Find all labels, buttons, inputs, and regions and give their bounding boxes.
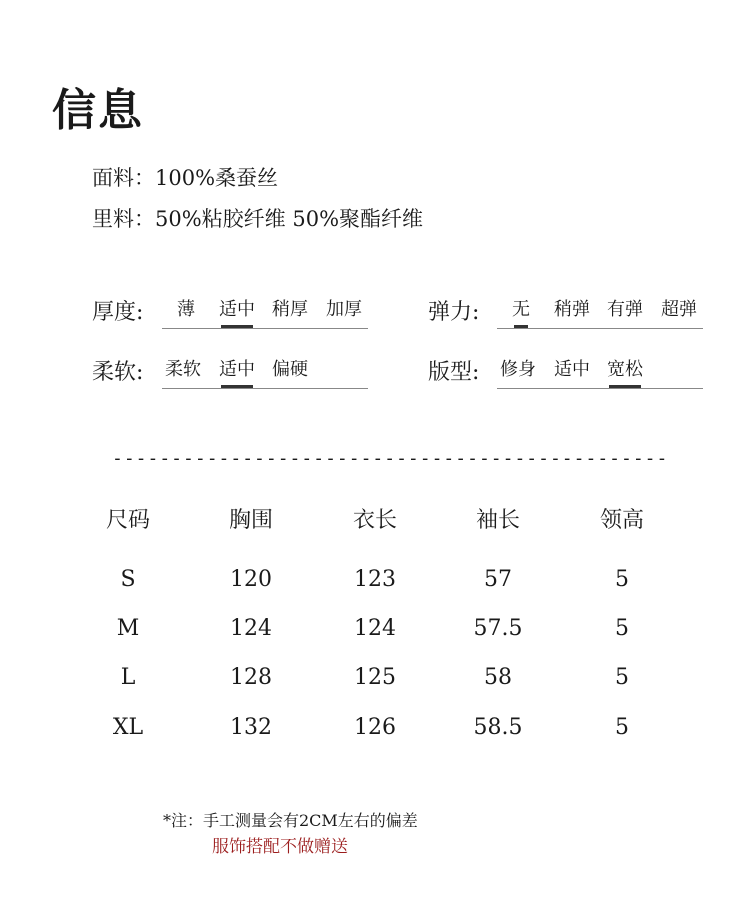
table-cell: 128 [230, 665, 272, 690]
softness-label: 柔软: [92, 360, 144, 385]
size-table-header-length: 衣长 [352, 508, 397, 533]
softness-options [162, 356, 368, 389]
lining-fabric-info: 里料：50%粘胶纤维 50%聚酯纤维 [92, 207, 424, 231]
table-cell: 5 [615, 567, 629, 592]
thickness-option-thin: 薄 [177, 299, 195, 320]
table-cell: 120 [230, 567, 272, 592]
size-table-header-collar: 领高 [599, 508, 644, 533]
elasticity-option-none: 无 [512, 296, 530, 324]
measurement-note: *注：手工测量会有2CM左右的偏差 [163, 811, 418, 830]
size-table-header-chest: 胸围 [228, 508, 273, 533]
fit-option-loose: 宽松 [607, 356, 643, 384]
table-cell: 58.5 [473, 715, 523, 740]
fit-option-regular: 适中 [554, 359, 590, 380]
table-cell: 5 [615, 616, 629, 641]
elasticity-option-slight: 稍弹 [554, 299, 590, 320]
dashed-divider: ----------------------------------------------- [112, 448, 669, 469]
softness-option-stiff: 偏硬 [272, 359, 308, 380]
table-cell: XL [112, 715, 144, 740]
table-cell: 57 [484, 567, 512, 592]
table-cell: 57.5 [473, 616, 523, 641]
accessories-note: 服饰搭配不做赠送 [212, 837, 348, 857]
table-cell: 124 [230, 616, 272, 641]
table-cell: 125 [354, 665, 396, 690]
table-cell: 124 [354, 616, 396, 641]
thickness-label: 厚度: [92, 300, 144, 325]
fit-options [497, 356, 703, 389]
thickness-options [162, 296, 368, 329]
page-title: 信息 [52, 85, 144, 136]
table-cell: 132 [230, 715, 272, 740]
table-cell: S [120, 567, 136, 592]
thickness-option-medium: 适中 [219, 296, 255, 324]
fit-option-slim: 修身 [500, 359, 536, 380]
table-cell: M [116, 616, 140, 641]
fit-label: 版型: [428, 360, 480, 385]
thickness-option-slightly-thick: 稍厚 [272, 299, 308, 320]
table-cell: L [120, 665, 136, 690]
softness-option-soft: 柔软 [165, 359, 201, 380]
softness-option-medium: 适中 [219, 356, 255, 384]
elasticity-options [497, 296, 703, 329]
elasticity-label: 弹力: [428, 300, 480, 325]
table-cell: 123 [354, 567, 396, 592]
size-table-header-size: 尺码 [105, 508, 150, 533]
thickness-option-thick: 加厚 [326, 299, 362, 320]
size-table-header-sleeve: 袖长 [475, 508, 520, 533]
table-cell: 5 [615, 715, 629, 740]
table-cell: 5 [615, 665, 629, 690]
table-cell: 126 [354, 715, 396, 740]
elasticity-option-some: 有弹 [607, 299, 643, 320]
outer-fabric-info: 面料：100%桑蚕丝 [92, 166, 279, 190]
elasticity-option-super: 超弹 [661, 299, 697, 320]
table-cell: 58 [484, 665, 512, 690]
